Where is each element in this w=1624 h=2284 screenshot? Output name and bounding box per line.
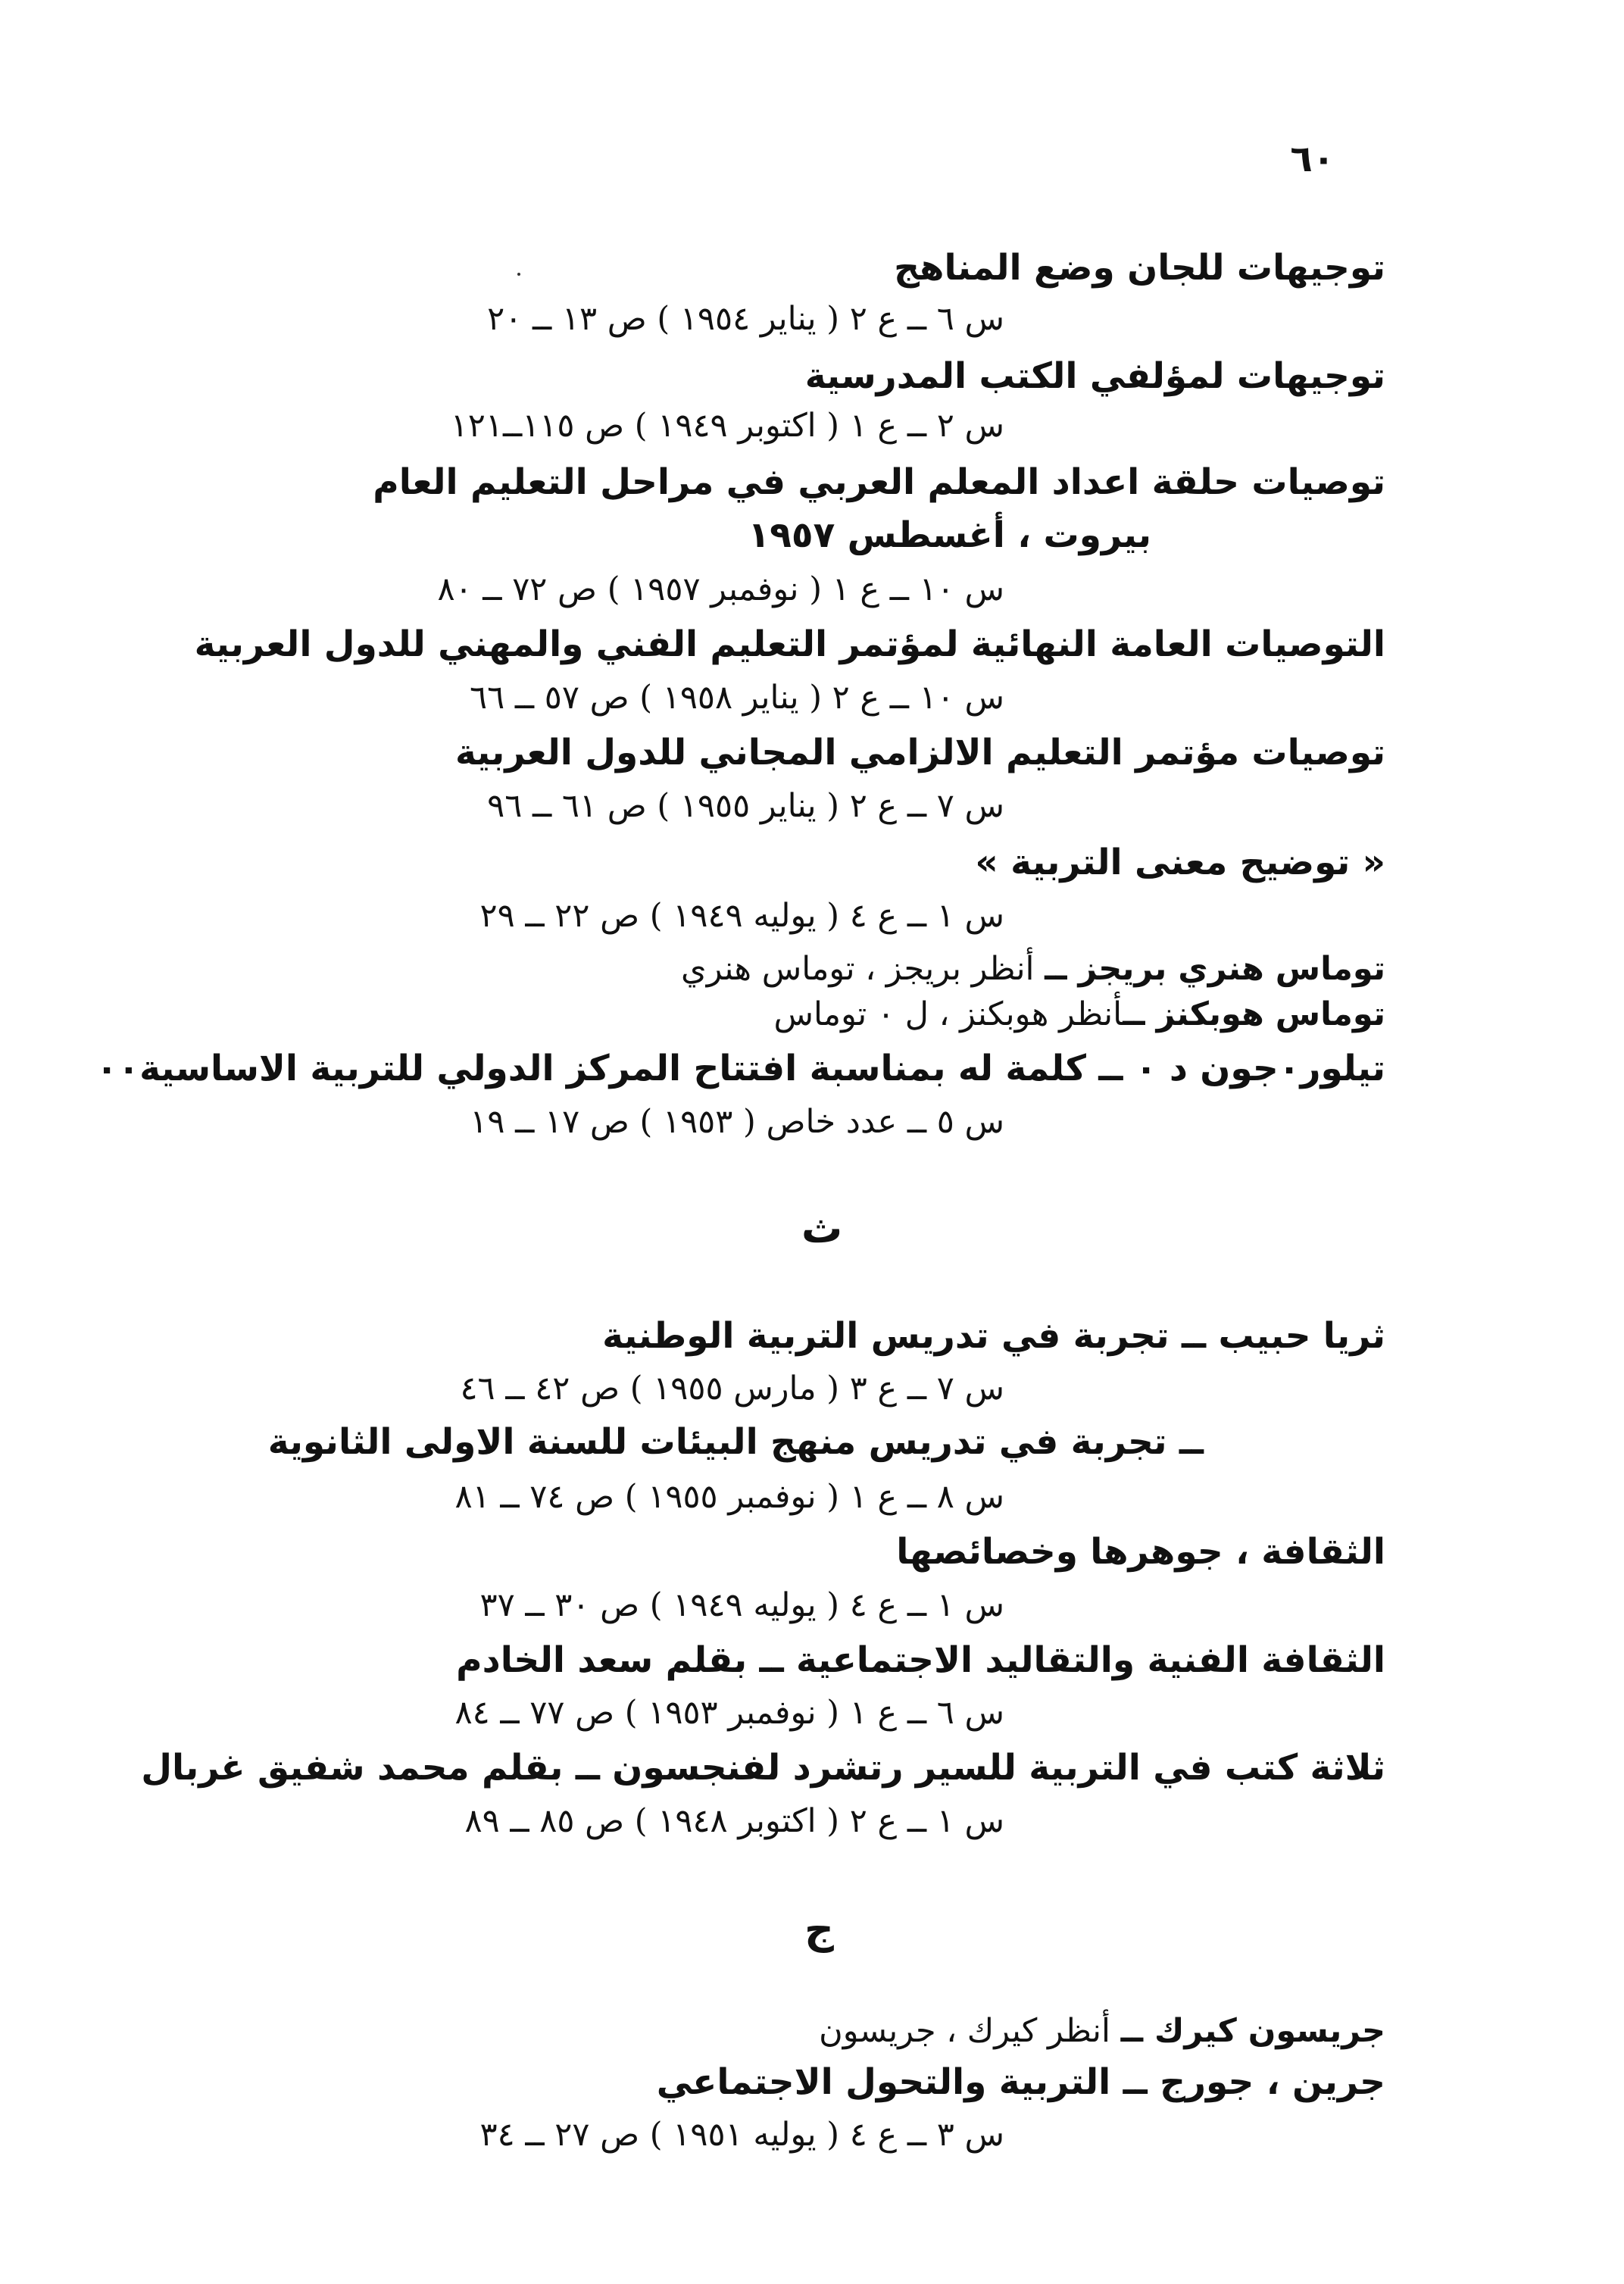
cross-reference [819, 2012, 1385, 2050]
cross-reference [773, 995, 1385, 1033]
entry-title: ــ تجربة في تدريس منهج البيئات للسنة الاولى الثانوية [267, 1421, 1204, 1463]
section-letter: ث [801, 1204, 843, 1252]
entry-reference: س ١ ــ ع ٤ ( يوليه ١٩٤٩ ) ص ٣٠ ــ ٣٧ [479, 1586, 1004, 1624]
cross-reference-target: أنظر كيرك ، جريسون [819, 2012, 1121, 2050]
entry-title: تيلور٠جون د ٠ ــ كلمة له بمناسبة افتتاح المركز الدولي للتربية الاساسية٠٠ [95, 1048, 1385, 1089]
entry-reference: س ١٠ ــ ع ٢ ( يناير ١٩٥٨ ) ص ٥٧ ــ ٦٦ [470, 679, 1004, 717]
entry-reference: س ٥ ــ عدد خاص ( ١٩٥٣ ) ص ١٧ ــ ١٩ [470, 1103, 1004, 1141]
page-number: ٦٠ [1290, 138, 1335, 180]
entry-title: جرين ، جورج ــ التربية والتحول الاجتماعي [656, 2061, 1385, 2103]
entry-reference: س ٨ ــ ع ١ ( نوفمبر ١٩٥٥ ) ص ٧٤ ــ ٨١ [454, 1478, 1004, 1516]
entry-reference: س ١ ــ ع ٢ ( اكتوبر ١٩٤٨ ) ص ٨٥ ــ ٨٩ [464, 1802, 1004, 1840]
entry-title: توصيات حلقة اعداد المعلم العربي في مراحل التعليم العام [373, 461, 1385, 503]
cross-reference-name: توماس هنري بريجز ــ [1045, 950, 1385, 988]
entry-reference: س ٧ ــ ع ٢ ( يناير ١٩٥٥ ) ص ٦١ ــ ٩٦ [487, 787, 1004, 825]
section-letter: ج [804, 1905, 834, 1953]
cross-reference-name: جريسون كيرك ــ [1120, 2012, 1385, 2050]
entry-title: الثقافة ، جوهرها وخصائصها [896, 1531, 1385, 1573]
entry-reference: س ١ ــ ع ٤ ( يوليه ١٩٤٩ ) ص ٢٢ ــ ٢٩ [479, 897, 1004, 935]
cross-reference-name: توماس هوبكنز ــ [1123, 995, 1385, 1033]
speck-mark [517, 273, 520, 276]
cross-reference [681, 950, 1385, 988]
entry-title: توجيهات للجان وضع المناهج [894, 247, 1385, 289]
entry-title-continuation: بيروت ، أغسطس ١٩٥٧ [748, 514, 1151, 556]
entry-reference: س ٣ ــ ع ٤ ( يوليه ١٩٥١ ) ص ٢٧ ــ ٣٤ [479, 2116, 1004, 2154]
entry-title: توصيات مؤتمر التعليم الالزامي المجاني للدول العربية [454, 732, 1385, 773]
entry-reference: س ٦ ــ ع ١ ( نوفمبر ١٩٥٣ ) ص ٧٧ ــ ٨٤ [454, 1694, 1004, 1732]
cross-reference-target: أنظر هوبكنز ، ل ٠ توماس [773, 995, 1123, 1033]
cross-reference-target: أنظر بريجز ، توماس هنري [681, 950, 1045, 988]
entry-title: التوصيات العامة النهائية لمؤتمر التعليم الفني والمهني للدول العربية [194, 623, 1385, 665]
entry-reference: س ٢ ــ ع ١ ( اكتوبر ١٩٤٩ ) ص ١١٥ــ١٢١ [450, 407, 1004, 445]
entry-reference: س ٧ ــ ع ٣ ( مارس ١٩٥٥ ) ص ٤٢ ــ ٤٦ [460, 1370, 1004, 1408]
entry-reference: س ١٠ ــ ع ١ ( نوفمبر ١٩٥٧ ) ص ٧٢ ــ ٨٠ [437, 570, 1004, 608]
entry-title: ثريا حبيب ــ تجربة في تدريس التربية الوطنية [602, 1315, 1385, 1357]
entry-reference: س ٦ ــ ع ٢ ( يناير ١٩٥٤ ) ص ١٣ ــ ٢٠ [487, 300, 1004, 338]
entry-title: ثلاثة كتب في التربية للسير رتشرد لفنجسون ــ بقلم محمد شفيق غربال [141, 1747, 1385, 1789]
entry-title: الثقافة الفنية والتقاليد الاجتماعية ــ بقلم سعد الخادم [456, 1639, 1385, 1681]
entry-title: « توضيح معنى التربية » [975, 842, 1385, 883]
entry-title: توجيهات لمؤلفي الكتب المدرسية [804, 355, 1385, 397]
